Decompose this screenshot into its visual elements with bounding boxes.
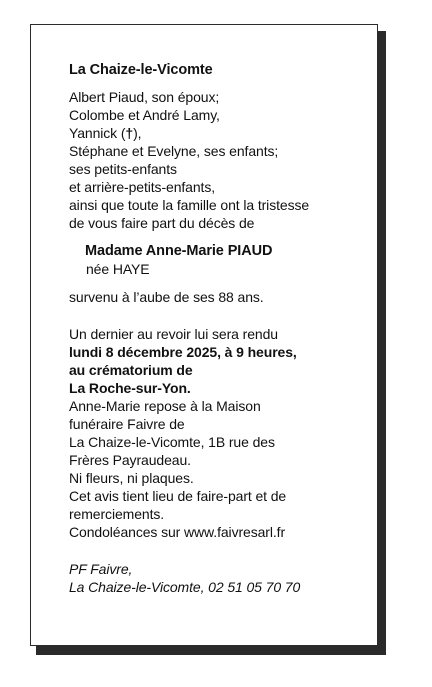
age-line: survenu à l’aube de ses 88 ans. [69, 289, 264, 305]
rest-line-4: Frères Payraudeau. [69, 452, 191, 468]
ceremony-intro: Un dernier au revoir lui sera rendu [69, 326, 278, 342]
ceremony-place-2: La Roche-sur-Yon. [69, 380, 191, 396]
rest-line-3: La Chaize-le-Vicomte, 1B rue des [69, 434, 275, 450]
family-line-3-close: ), [133, 125, 142, 141]
signature-line-1: PF Faivre, [69, 561, 133, 577]
ceremony-place-1: au crématorium de [69, 362, 193, 378]
obituary-card [30, 24, 378, 646]
deceased-name: Madame Anne-Marie PIAUD [85, 243, 273, 259]
cross-icon: † [125, 125, 134, 141]
notice-line-2: remerciements. [69, 506, 165, 522]
notice-line-1: Cet avis tient lieu de faire-part et de [69, 488, 287, 504]
family-line-5: ses petits-enfants [69, 161, 177, 177]
family-line-2: Colombe et André Lamy, [69, 107, 220, 123]
signature-line-2: La Chaize-le-Vicomte, 02 51 05 70 70 [69, 579, 301, 595]
town-heading: La Chaize-le-Vicomte [69, 62, 213, 78]
rest-line-2: funéraire Faivre de [69, 416, 185, 432]
obituary-text [69, 61, 369, 596]
maiden-name: née HAYE [86, 261, 150, 277]
family-line-1: Albert Piaud, son époux; [69, 89, 220, 105]
ceremony-date: lundi 8 décembre 2025, à 9 heures, [69, 344, 297, 360]
family-line-6: et arrière-petits-enfants, [69, 179, 216, 195]
family-line-8: de vous faire part du décès de [69, 215, 255, 231]
deceased-block [85, 242, 369, 278]
condolences-line: Condoléances sur www.faivresarl.fr [69, 524, 286, 540]
family-line-7: ainsi que toute la famille ont la tristesse [69, 197, 310, 213]
family-line-3-name: Yannick ( [69, 125, 126, 141]
family-line-4: Stéphane et Evelyne, ses enfants; [69, 143, 279, 159]
flowers-line: Ni fleurs, ni plaques. [69, 470, 194, 486]
rest-line-1: Anne-Marie repose à la Maison [69, 398, 261, 414]
family-line-3 [69, 124, 369, 142]
